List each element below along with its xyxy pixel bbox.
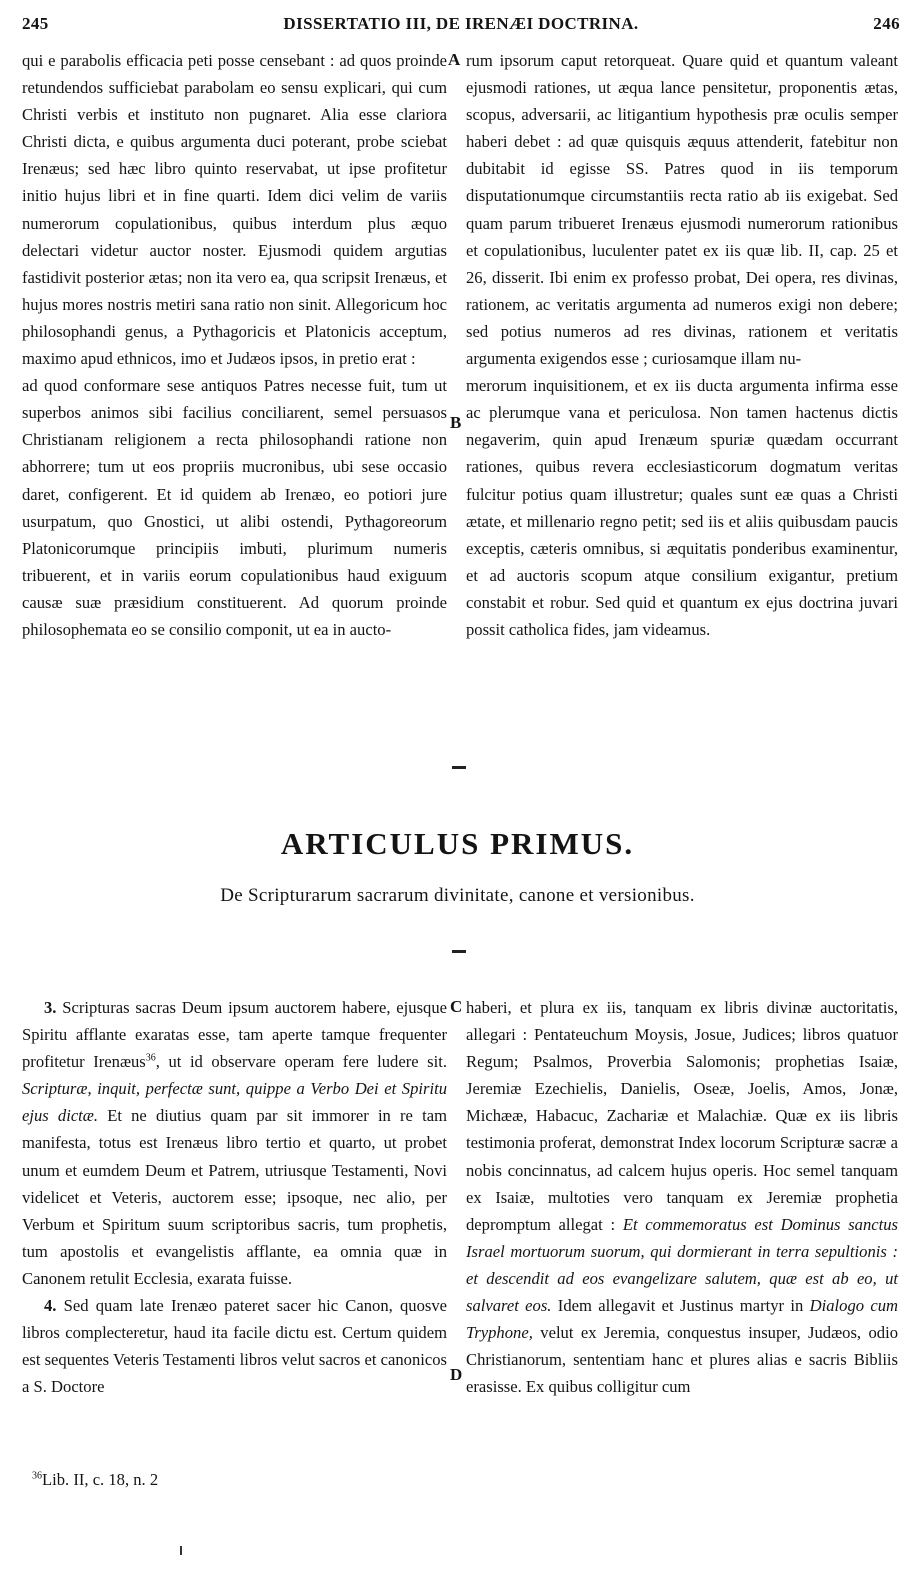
column-bottom-left	[22, 994, 447, 1400]
text-run: Et ne diutius quam par sit immorer in re tam manifesta, totus est Irenæus libro tertio et quarto, ut probet unum et eumdem Deum et Patrem, utriusque Testamenti, Novi videlicet et Veteris, auctorem esse; ipsoque, nec alio, per Verbum et Spiritum suum scriptoribus sacris, tum prophetis, tum apostolis et evangelistis afflante, ea omnia quæ in Canonem retulit Ecclesia, exarata fuisse.	[22, 1106, 447, 1288]
section-divider	[452, 950, 466, 953]
text-run: Idem allegavit et Justinus martyr in	[557, 1296, 804, 1316]
page-number-right: 246	[873, 14, 900, 33]
paragraph-4	[22, 1292, 447, 1400]
paragraph: merorum inquisitionem, et ex iis ducta argumenta infirma esse ac plerumque vana et periculosa. Non tamen hactenus dictis negaverim, quin apud Irenæum spuriæ quædam occurrant rationes, quibus revera ecclesiasticorum dogmatum veritas fulcitur potius quam illustretur; quales sunt eæ quas a Christi ætate, et millenario regno petit; sed iis et aliis quibusdam paucis exceptis, cæteris omnibus, si æquitatis ponderibus examinentur, et ad auctoris scopum atque consilium exigantur, pretium constabit et robur. Sed quid et quantum ex ejus doctrina juvari possit catholica fides, jam videamus.	[466, 376, 898, 639]
column-top-left	[22, 47, 447, 643]
article-title: ARTICULUS PRIMUS.	[280, 826, 635, 861]
paragraph: rum ipsorum caput retorqueat. Quare quid et quantum valeant ejusmodi rationes, ut æqua lance pensitetur, proponentis ætas, scopus, adversarii, ac litigantium hypothesis præ oculis semper haberi debet : ad quæ quisquis æquus attenderit, fatebitur non dubitabit id egisse SS. Patres quod in iis temporum disputationumque circumstantiis recta ratio ab iis exigebat. Sed quam parum tribueret Irenæus ejusmodi numerorum rationibus et copulationibus, luculenter patet ex iis quæ lib. II, cap. 25 et 26, disserit. Ibi enim ex professo probat, Dei opera, res divinas, rationem, ac veritatis argumenta ad numeros exigi non debere; sed potius numeros ad res divinas, rationem et veritatis argumenta exigendos esse ; curiosamque illam nu-	[466, 51, 898, 369]
paragraph-3	[22, 994, 447, 1292]
text-run: Sed quam late Irenæo pateret sacer hic Canon, quosve libros complecteretur, haud ita facile dictu est. Certum quidem est sequentes Veteris Testamenti libros velut sacros et canonicos a S. Doctore	[22, 1296, 447, 1397]
margin-letter-b: B	[450, 413, 462, 432]
column-bottom-right	[466, 994, 898, 1400]
printer-mark	[180, 1546, 182, 1555]
text-run: Scripturas sacras Deum ipsum auctorem habere, ejusque Spiritu afflante exaratas esse, tam aperte tamque frequenter profitetur Irenæus	[22, 998, 447, 1072]
margin-letter-d: D	[450, 1365, 463, 1384]
running-title: DISSERTATIO III, DE IRENÆI DOCTRINA.	[283, 14, 639, 33]
work-title: Dialogo cum Tryphone,	[466, 1296, 899, 1343]
text-run: , ut id observare operam fere ludere sit.	[155, 1052, 447, 1072]
footnote-ref: 36	[145, 1052, 156, 1064]
page-number-left: 245	[22, 14, 49, 33]
quotation: Scripturæ, inquit, perfectæ sunt, quippe a Verbo Dei et Spiritu ejus dictæ.	[22, 1079, 447, 1126]
paragraph: ad quod conformare sese antiquos Patres necesse fuit, tum ut superbos animos sibi facilius conciliarent, semel persuasos Christianam religionem a recta philosophandi ratione non abhorrere; tum ut eos propriis mucronibus, ubi sese occasio daret, configerent. Et id quidem ab Irenæo, eo potiori jure usurpatum, quo Gnostici, ut alibi ostendi, Pythagoreorum Platonicorumque principiis imbuti, plurimum numeris tribuerent, et in variis eorum copulationibus haud exiguum causæ suæ præsidium constituerent. Ad quorum proinde philosophemata eo se consilio componit, ut ea in aucto-	[22, 376, 447, 639]
section-divider	[452, 766, 466, 769]
footnote-text: Lib. II, c. 18, n. 2	[42, 1470, 159, 1489]
quotation: Et commemoratus est Dominus sanctus Israel mortuorum suorum, qui dormierant in terra sepultionis : et descendit ad eos evangelizare salutem, quæ est ab eo, ut salvaret eos.	[466, 1214, 899, 1316]
footnote-number: 36	[32, 1470, 42, 1482]
text-run: velut ex Jeremia, conquestus insuper, Judæos, odio Christianorum, sententiam hanc et plures alias e sacris Bibliis erasisse. Ex quibus colligitur cum	[466, 1323, 899, 1397]
text-run: haberi, et plura ex iis, tanquam ex libris divinæ auctoritatis, allegari : Pentateuchum Moysis, Josue, Judices; libros quatuor Regum; Psalmos, Proverbia Salomonis; prophetias Isaiæ, Jeremiæ Ezechielis, Danielis, Oseæ, Joelis, Amos, Jonæ, Michææ, Habacuc, Zachariæ et Malachiæ. Quæ ex iis libris testimonia proferat, demonstrat Index locorum Scripturæ sacræ a nobis concinnatus, ad calcem hujus operis. Hoc semel tanquam ex Isaiæ, multoties vero tanquam ex Jeremiæ prophetia depromptum allegat :	[466, 998, 898, 1234]
running-header	[22, 14, 900, 42]
paragraph: qui e parabolis efficacia peti posse censebant : ad quos proinde retundendos sufficiebat parabolam eo sensu explicari, qui cum Christi verbis et instituto non pugnaret. Alia esse clariora Christi dicta, e quibus argumenta duci poterant, probe sciebat Irenæus; sed hæc libro quinto reservabat, ut ipse profitetur initio hujus libri et in fine quarti. Idem dici velim de variis numerorum copulationibus, quibus interdum plus æquo delectari videtur auctor noster. Ejusmodi quidem argutias fastidivit posterior ætas; non ita vero ea, qua scripsit Irenæus, et hujus mores nostris metiri sana ratio non sinit. Allegoricum hoc philosophandi genus, a Pythagoricis et Platonicis acceptum, maximo apud ethnicos, imo et Judæos ipsos, in pretio erat :	[22, 51, 447, 369]
article-subtitle: De Scripturarum sacrarum divinitate, canone et versionibus.	[220, 885, 695, 906]
paragraph-number: 4.	[44, 1296, 57, 1316]
paragraph-number: 3.	[44, 998, 57, 1017]
margin-letter-c: C	[450, 997, 463, 1016]
footnote	[32, 1470, 158, 1490]
column-top-right	[466, 47, 898, 643]
margin-letter-a: A	[448, 50, 461, 69]
paragraph	[466, 994, 898, 1400]
